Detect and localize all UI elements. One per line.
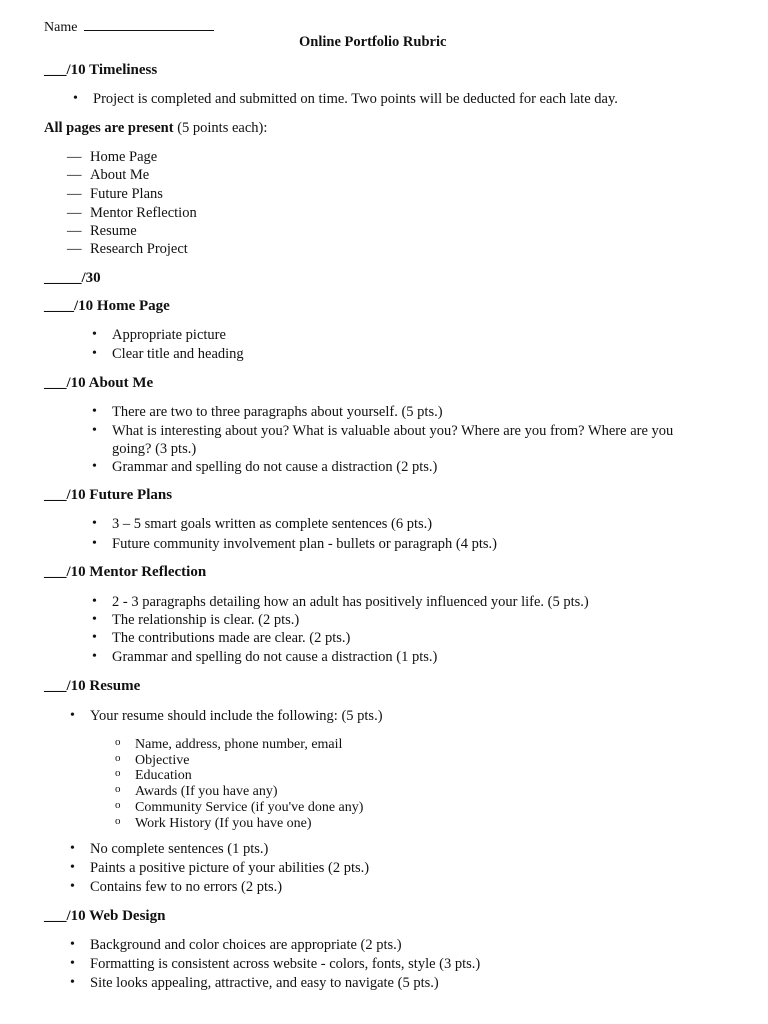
pages-present-title: All pages are present xyxy=(44,120,174,136)
future-plans-title: Future Plans xyxy=(89,487,173,503)
list-item: — About Me xyxy=(90,168,149,183)
pages-present-heading xyxy=(44,121,267,136)
list-item: • The relationship is clear. (2 pts.) xyxy=(112,613,299,628)
pages-present-note: (5 points each): xyxy=(177,120,268,136)
list-item: • Appropriate picture xyxy=(112,328,226,343)
list-item: — Resume xyxy=(90,224,137,239)
list-item: • There are two to three paragraphs about yourself. (5 pts.) xyxy=(112,405,443,420)
resume-intro: • Your resume should include the following: (5 pts.) xyxy=(90,709,383,724)
future-plans-heading xyxy=(44,488,172,503)
list-item: • 2 - 3 paragraphs detailing how an adult has positively influenced your life. (5 pts.) xyxy=(112,595,589,610)
list-item: • 3 – 5 smart goals written as complete sentences (6 pts.) xyxy=(112,517,432,532)
list-item: • Contains few to no errors (2 pts.) xyxy=(90,880,282,895)
mentor-reflection-title: Mentor Reflection xyxy=(89,564,207,580)
mentor-reflection-score: ___/10 xyxy=(44,564,86,580)
list-item: — Mentor Reflection xyxy=(90,206,197,221)
page-title: Online Portfolio Rubric xyxy=(299,34,447,50)
sub-list-item: o Community Service (if you've done any) xyxy=(135,801,363,815)
list-item: • Future community involvement plan - bullets or paragraph (4 pts.) xyxy=(112,537,497,552)
mentor-reflection-heading xyxy=(44,565,206,580)
pages-present-total: _____/30 xyxy=(44,270,101,286)
home-page-score: ____/10 xyxy=(44,298,94,314)
list-item: • Grammar and spelling do not cause a distraction (1 pts.) xyxy=(112,650,437,665)
list-item: — Research Project xyxy=(90,242,188,257)
list-item: • Project is completed and submitted on time. Two points will be deducted for each late day. xyxy=(93,92,618,107)
list-item: • Paints a positive picture of your abilities (2 pts.) xyxy=(90,861,369,876)
timeliness-heading xyxy=(44,63,157,78)
name-label: Name xyxy=(44,20,78,35)
resume-title: Resume xyxy=(89,678,141,694)
web-design-heading xyxy=(44,909,165,924)
resume-score: ___/10 xyxy=(44,678,86,694)
timeliness-score: ___/10 xyxy=(44,62,86,78)
list-item: • No complete sentences (1 pts.) xyxy=(90,842,268,857)
list-item: • Clear title and heading xyxy=(112,347,244,362)
sub-list-item: o Name, address, phone number, email xyxy=(135,738,342,752)
web-design-score: ___/10 xyxy=(44,908,86,924)
home-page-heading xyxy=(44,299,170,314)
about-me-title: About Me xyxy=(88,375,154,391)
list-item: • Site looks appealing, attractive, and easy to navigate (5 pts.) xyxy=(90,976,439,991)
about-me-heading xyxy=(44,376,153,391)
name-line[interactable] xyxy=(44,19,214,35)
timeliness-title: Timeliness xyxy=(89,62,158,78)
home-page-title: Home Page xyxy=(96,298,170,314)
name-blank xyxy=(84,19,214,31)
list-item: — Future Plans xyxy=(90,187,163,202)
list-item: • Formatting is consistent across website - colors, fonts, style (3 pts.) xyxy=(90,957,480,972)
list-item: • The contributions made are clear. (2 pts.) xyxy=(112,631,350,646)
list-item: — Home Page xyxy=(90,150,157,165)
web-design-title: Web Design xyxy=(89,908,166,924)
list-item: • What is interesting about you? What is valuable about you? Where are you from? Where are you xyxy=(112,424,673,439)
resume-heading xyxy=(44,679,140,694)
about-me-score: ___/10 xyxy=(44,375,86,391)
list-item: • Grammar and spelling do not cause a distraction (2 pts.) xyxy=(112,460,437,475)
sub-list-item: o Education xyxy=(135,769,192,783)
sub-list-item: o Awards (If you have any) xyxy=(135,785,278,799)
sub-list-item: o Objective xyxy=(135,754,189,768)
future-plans-score: ___/10 xyxy=(44,487,86,503)
list-item: • Background and color choices are appropriate (2 pts.) xyxy=(90,938,402,953)
list-item-continuation: going? (3 pts.) xyxy=(112,441,197,457)
sub-list-item: o Work History (If you have one) xyxy=(135,817,312,831)
